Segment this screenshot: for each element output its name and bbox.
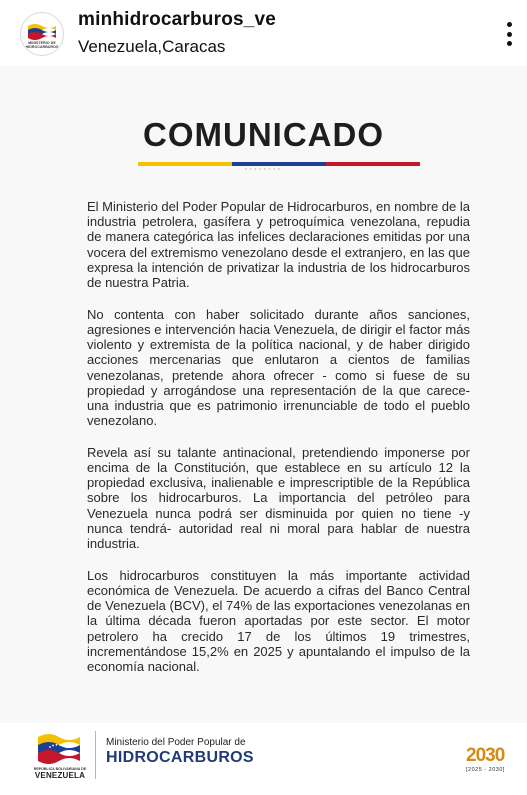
plan-2030-badge bbox=[466, 745, 518, 775]
more-vertical-icon[interactable] bbox=[505, 22, 513, 46]
venezuela-flag-icon bbox=[28, 22, 56, 40]
footer-divider bbox=[95, 731, 96, 779]
badge-range: [2025 - 2030] bbox=[466, 767, 505, 773]
divider-yellow bbox=[138, 162, 232, 166]
account-handle[interactable]: minhidrocarburos_ve bbox=[78, 9, 277, 30]
paragraph: No contenta con haber solicitado durante años sanciones, agresiones e intervención hacia Venezuela, de dirigir el factor más violento y extremista de la política nacional, y de haber dirigido acciones mercenarias que enlutaron a cientos de familias venezolanas, pretende ahora ofrecer - como si fuese de su propiedad y arrogándose una representación de la que carece- una industria que es patrimonio irrenunciable de todo el pueblo venezolano. bbox=[87, 306, 470, 429]
paragraph: Revela así su talante antinacional, pretendiendo imponerse por encima de la Constitución, que establece en su artículo 12 la propiedad exclusiva, inalienable e imprescriptible de la República sobre los hidrocarburos. La importancia del petróleo para Venezuela nunca podrá ser disminuida por quien no tiene -y nunca tendrá- autoridad real ni moral para hablar de nuestra industria. bbox=[87, 444, 470, 552]
badge-number: 2030 bbox=[466, 745, 505, 766]
account-avatar[interactable] bbox=[20, 12, 64, 56]
venezuela-flag-logo-icon bbox=[36, 729, 82, 765]
ministry-name: HIDROCARBUROS bbox=[106, 749, 254, 766]
divider-red bbox=[326, 162, 420, 166]
ministry-line: Ministerio del Poder Popular de bbox=[106, 737, 246, 748]
post-image[interactable] bbox=[0, 66, 527, 795]
post-footer bbox=[0, 723, 527, 795]
communique-body bbox=[87, 199, 470, 691]
paragraph: El Ministerio del Poder Popular de Hidrocarburos, en nombre de la industria petrolera, gasífera y petroquímica venezolana, repudia de manera categórica las infelices declaraciones emitidas por una vocera del extremismo venezolano desde el extranjero, en las que expresa la intención de privatizar la industria de los hidrocarburos de nuestra Patria. bbox=[87, 199, 470, 291]
divider-blue bbox=[232, 162, 326, 166]
republic-label: REPÚBLICA BOLIVARIANA DE bbox=[33, 767, 87, 771]
country-label: VENEZUELA bbox=[34, 771, 86, 780]
post-header bbox=[0, 0, 527, 66]
post-location[interactable]: Venezuela,Caracas bbox=[78, 37, 226, 56]
tricolor-divider bbox=[138, 162, 420, 166]
paragraph: Los hidrocarburos constituyen la más importante actividad económica de Venezuela. De acuerdo a cifras del Banco Central de Venezuela (BCV), el 74% de las exportaciones venezolanas en la última década fueron aportadas por este sector. El motor petrolero ha crecido 17 de los últimos 19 trimestres, incrementándose 15,2% en 2025 y apuntalando el impulso de la economía nacional. bbox=[87, 567, 470, 674]
avatar-caption: MINISTERIO DE HIDROCARBUROS bbox=[25, 41, 59, 49]
post-title: COMUNICADO bbox=[143, 116, 384, 153]
stars-decoration: ★★★★★★★★ bbox=[244, 167, 283, 171]
